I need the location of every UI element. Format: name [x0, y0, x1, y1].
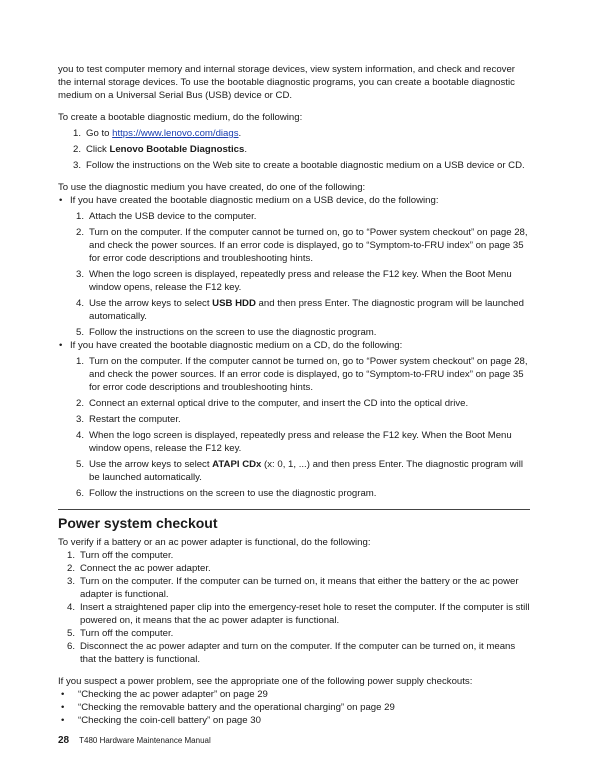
step-text: Use the arrow keys to select [89, 459, 213, 470]
section-divider [58, 509, 530, 510]
list-item [58, 458, 530, 484]
list-item [58, 429, 530, 455]
step-number: 1. [76, 356, 85, 367]
list-item [58, 714, 530, 727]
step-text: Attach the USB device to the computer. [89, 211, 257, 222]
step-number: 6. [67, 641, 76, 652]
step-number: 3. [76, 414, 85, 425]
step-text: Turn on the computer. If the computer can be turned on, it means that either the battery or the ac power adapter is functional. [80, 576, 519, 600]
step-text: Follow the instructions on the Web site to create a bootable diagnostic medium on a USB device or CD. [86, 160, 525, 171]
step-text: Connect the ac power adapter. [80, 563, 211, 574]
list-item [58, 701, 530, 714]
list-item [58, 159, 530, 172]
list-item [58, 326, 530, 339]
page-number: 28 [58, 735, 70, 746]
list-item [58, 226, 530, 265]
step-number: 6. [76, 488, 85, 499]
step-text: When the logo screen is displayed, repeatedly press and release the F12 key. When the Boot Menu window opens, release the F12 key. [89, 269, 512, 293]
bullet-icon: • [59, 340, 63, 351]
step-bold: USB HDD [212, 298, 256, 309]
list-item [58, 627, 530, 640]
step-number: 2. [76, 227, 85, 238]
list-item [58, 562, 530, 575]
step-text: Connect an external optical drive to the computer, and insert the CD into the optical drive. [89, 398, 469, 409]
list-item [58, 210, 530, 223]
step-text: Click [86, 144, 110, 155]
step-text: When the logo screen is displayed, repeatedly press and release the F12 key. When the Boot Menu window opens, release the F12 key. [89, 430, 512, 454]
step-text: Follow the instructions on the screen to use the diagnostic program. [89, 488, 377, 499]
step-number: 5. [67, 628, 76, 639]
step-bold: Lenovo Bootable Diagnostics [109, 144, 245, 155]
step-number: 2. [67, 563, 76, 574]
checkout-link[interactable]: “Checking the ac power adapter” on page 29 [78, 689, 268, 700]
checkout-links [58, 688, 530, 727]
usb-lead: If you have created the bootable diagnostic medium on a USB device, do the following: [70, 195, 439, 206]
list-item [58, 640, 530, 666]
step-text: Disconnect the ac power adapter and turn on the computer. If the computer can be turned on, it means that the battery is functional. [80, 641, 516, 665]
cd-steps [58, 355, 530, 500]
list-item [58, 413, 530, 426]
usb-bullet [58, 194, 530, 207]
list-item [58, 297, 530, 323]
step-number: 4. [76, 430, 85, 441]
step-text: Use the arrow keys to select [89, 298, 213, 309]
step-text: Restart the computer. [89, 414, 181, 425]
step-text: Insert a straightened paper clip into the emergency-reset hole to reset the computer. If the computer is still powered on, it means that the ac power adapter is functional. [80, 602, 530, 626]
section-heading: Power system checkout [58, 515, 218, 531]
page-footer [58, 734, 211, 747]
list-item [58, 549, 530, 562]
use-lead: To use the diagnostic medium you have created, do one of the following: [58, 182, 366, 193]
create-steps [58, 127, 530, 172]
checkout-link[interactable]: “Checking the coin-cell battery” on page 30 [78, 715, 261, 726]
step-text: Turn on the computer. If the computer cannot be turned on, go to “Power system checkout” on page 28, and check the power sources. If an error code is displayed, go to “Symptom-to-FRU index” on page 35 for error code descriptions and troubleshooting hints. [89, 227, 528, 264]
step-number: 4. [76, 298, 85, 309]
power-lead: To verify if a battery or an ac power adapter is functional, do the following: [58, 537, 371, 548]
bullet-icon: • [61, 689, 65, 700]
document-page [58, 63, 530, 727]
suspect-paragraph: If you suspect a power problem, see the appropriate one of the following power supply checkouts: [58, 676, 473, 687]
list-item [58, 355, 530, 394]
list-item [58, 268, 530, 294]
step-number: 5. [76, 459, 85, 470]
bullet-icon: • [61, 715, 65, 726]
list-item [58, 127, 530, 140]
manual-title: T480 Hardware Maintenance Manual [79, 736, 211, 745]
create-lead: To create a bootable diagnostic medium, do the following: [58, 112, 303, 123]
list-item [58, 143, 530, 156]
intro-paragraph: you to test computer memory and internal storage devices, view system information, and check and recover the internal storage devices. To use the bootable diagnostic programs, you can create a bootable diagnostic medium on a Universal Serial Bus (USB) device or CD. [58, 64, 515, 101]
list-item [58, 397, 530, 410]
step-text: and then press Enter. The diagnostic program will be launched automatically. [89, 298, 524, 322]
diags-link[interactable]: https://www.lenovo.com/diags [112, 128, 239, 139]
bullet-icon: • [61, 702, 65, 713]
cd-bullet [58, 339, 530, 352]
step-number: 1. [76, 211, 85, 222]
usb-steps [58, 210, 530, 339]
list-item [58, 575, 530, 601]
step-number: 3. [73, 160, 82, 171]
checkout-link[interactable]: “Checking the removable battery and the operational charging” on page 29 [78, 702, 395, 713]
step-number: 3. [67, 576, 76, 587]
step-bold: ATAPI CDx [212, 459, 262, 470]
step-text: . [244, 144, 247, 155]
step-number: 4. [67, 602, 76, 613]
step-text: Turn off the computer. [80, 550, 174, 561]
step-number: 2. [73, 144, 82, 155]
step-text: . [238, 128, 242, 139]
cd-lead: If you have created the bootable diagnostic medium on a CD, do the following: [70, 340, 403, 351]
step-number: 1. [73, 128, 82, 139]
list-item [58, 688, 530, 701]
step-text: (x: 0, 1, ...) and then press Enter. The diagnostic program will be launched automatically. [89, 459, 524, 483]
step-number: 3. [76, 269, 85, 280]
step-text: Turn on the computer. If the computer cannot be turned on, go to “Power system checkout” on page 28, and check the power sources. If an error code is displayed, go to “Symptom-to-FRU index” on page 35 for error code descriptions and troubleshooting hints. [89, 356, 528, 393]
step-number: 5. [76, 327, 85, 338]
step-text: Turn off the computer. [80, 628, 174, 639]
power-steps [58, 549, 530, 666]
step-number: 1. [67, 550, 76, 561]
list-item [58, 601, 530, 627]
step-text: Go to [86, 128, 113, 139]
step-number: 2. [76, 398, 85, 409]
list-item [58, 487, 530, 500]
step-text: Follow the instructions on the screen to use the diagnostic program. [89, 327, 377, 338]
bullet-icon: • [59, 195, 63, 206]
